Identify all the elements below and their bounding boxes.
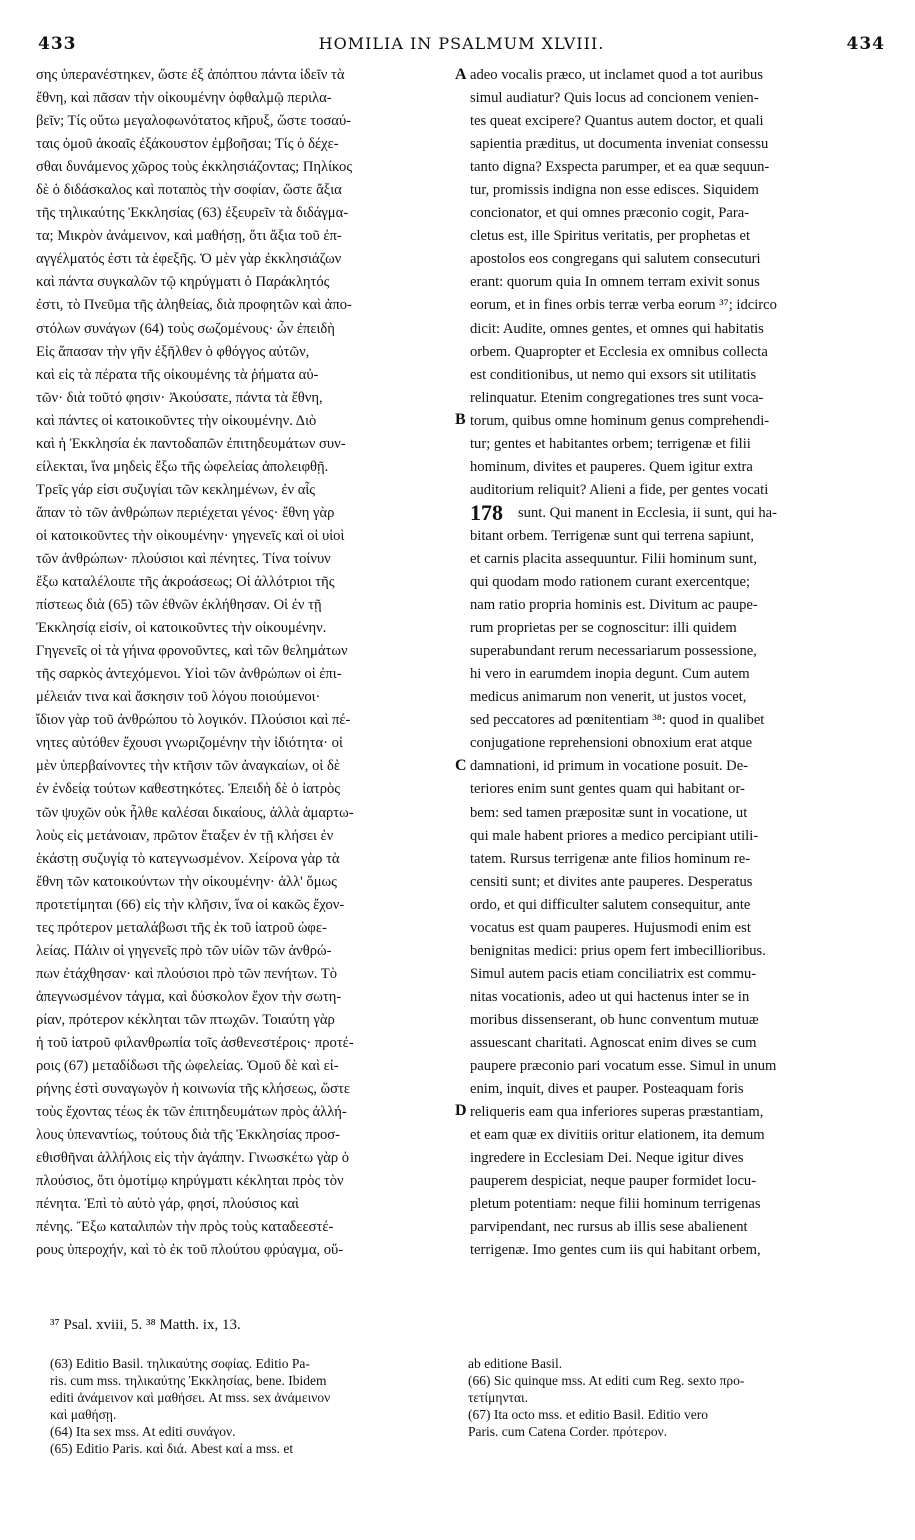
- latin-line: teriores enim sunt gentes quam qui habitant or-: [470, 781, 745, 798]
- latin-line: censiti sunt; et divites ante pauperes. Desperatus: [470, 873, 753, 890]
- latin-line: relinquatur. Etenim congregationes tres sunt voca-: [470, 389, 764, 406]
- greek-line: ἑκάστῃ συζυγίᾳ τὸ κατεγνωσμένον. Χείρονα γὰρ τὰ: [36, 850, 340, 867]
- greek-line: Ἐκκλησίᾳ εἰσίν, οἱ κατοικοῦντες τὴν οἰκουμένην.: [36, 620, 327, 637]
- greek-line: καὶ πάντες οἱ κατοικοῦντες τὴν οἰκουμένην. Διὸ: [36, 412, 317, 429]
- greek-line: πίστεως διὰ (65) τῶν ἐθνῶν ἐκλήθησαν. Οἱ ἐν τῇ: [36, 597, 322, 614]
- greek-line: μὲν ὑπερβαίνοντες τὴν κτῆσιν τῶν ἀναγκαίων, οἱ δὲ: [36, 758, 340, 775]
- greek-line: λοὺς εἰς μετάνοιαν, πρῶτον ἔταξεν ἐν τῇ κλήσει ἐν: [36, 827, 334, 844]
- greek-line: καὶ ἡ Ἐκκλησία ἐκ παντοδαπῶν ἐπιτηδευμάτων συν-: [36, 435, 346, 452]
- greek-line: τες πρότερον μεταλάβωσι τῆς ἐκ τοῦ ἰατροῦ ὠφε-: [36, 919, 327, 936]
- latin-line: sed peccatores ad pœnitentiam ³⁸: quod in qualibet: [470, 712, 765, 729]
- greek-line: νητες αὐτόθεν ἔχουσι γνωριζομένην τὴν ἰδιότητα· οἱ: [36, 735, 343, 752]
- running-title: HOMILIA IN PSALMUM XLVIII.: [318, 34, 605, 53]
- margin-letter-b: B: [455, 411, 466, 428]
- latin-line: ordo, et qui difficulter salutem consequitur, ante: [470, 896, 751, 913]
- latin-line: torum, quibus omne hominum genus comprehendi-: [470, 412, 770, 429]
- latin-line: auditorium reliquit? Alieni a fide, per gentes vocati: [470, 481, 769, 498]
- greek-line: βεῖν; Τίς οὕτω μεγαλοφωνότατος κῆρυξ, ὥστε τοσαύ-: [36, 113, 352, 130]
- greek-line: ροις (67) μεταδίδωσι τῆς ὠφελείας. Ὁμοῦ δὲ καὶ εἰ-: [36, 1058, 339, 1075]
- greek-line: εθισθῆναι ἀλλήλοις εἰς τὴν ἀγάπην. Γινωσκέτω γὰρ ὁ: [36, 1150, 350, 1167]
- latin-line: conjugatione reprehensioni obnoxium erat atque: [470, 735, 753, 752]
- greek-line: Εἰς ἅπασαν τὴν γῆν ἐξῆλθεν ὁ φθόγγος αὐτῶν,: [36, 343, 310, 360]
- footnote-line: Paris. cum Catena Corder. πρότερον.: [468, 1424, 668, 1439]
- latin-line: moribus dissenserant, ob hunc conventum mutuæ: [470, 1011, 759, 1028]
- greek-line: σης ὑπερανέστηκεν, ὥστε ἐξ ἀπόπτου πάντα ἰδεῖν τὰ: [36, 67, 345, 83]
- greek-line: τῶν· διὰ τοῦτό φησιν· Ἀκούσατε, πάντα τὰ ἔθνη,: [36, 389, 323, 406]
- latin-line: terrigenæ. Imo gentes cum iis qui habitant orbem,: [470, 1242, 761, 1259]
- greek-line: ἀπεγνωσμένον τάγμα, καὶ δύσκολον ἔχον τὴν σωτη-: [36, 988, 342, 1005]
- footnote-line: ab editione Basil.: [468, 1356, 563, 1371]
- page-header: [38, 34, 885, 58]
- margin-letter-a: A: [455, 66, 467, 83]
- latin-line: simul audiatur? Quis locus ad concionem venien-: [470, 90, 759, 107]
- latin-line: pletum potentiam: neque filii hominum terrigenas: [470, 1196, 761, 1213]
- greek-line: ἅπαν τὸ τῶν ἀνθρώπων περιέχεται γένος· ἔθνη γὰρ: [36, 504, 335, 521]
- latin-line: sapientia præditus, ut documenta inveniat consessu: [470, 136, 769, 153]
- footnotes-left: [50, 1355, 450, 1457]
- latin-line: ingredere in Ecclesiam Dei. Neque igitur dives: [470, 1150, 744, 1167]
- greek-line: πλούσιος, ὅτι ὁμοτίμῳ κηρύγματι κέκληται πρὸς τὸν: [36, 1173, 344, 1190]
- latin-line: apostolos eos congregans qui salutem consecuturi: [470, 251, 761, 268]
- greek-line: ταις ὁμοῦ ἀκοαῖς ἐξάκουστον ἐμβοῆσαι; Τίς ὁ δέχε-: [36, 136, 339, 153]
- latin-line: tur, promissis indigna non esse edisces. Siquidem: [470, 182, 759, 199]
- latin-line: bem: sed tamen præpositæ sunt in vocatione, ut: [470, 804, 748, 821]
- greek-line: καὶ πάντα συγκαλῶν τῷ κηρύγματι ὁ Παράκλητός: [36, 274, 330, 291]
- latin-line: sunt. Qui manent in Ecclesia, ii sunt, qui ha-: [518, 504, 777, 521]
- greek-line: ρους ὑπεροχήν, καὶ τὸ ἐκ τοῦ πλούτου φρύαγμα, οὕ-: [36, 1242, 344, 1259]
- latin-line: reliqueris eam qua inferiores superas præstantiam,: [470, 1104, 764, 1121]
- latin-line: nam ratio propria hominis est. Divitum ac paupe-: [470, 597, 758, 614]
- latin-line: bitant orbem. Terrigenæ sunt qui terrena sapiunt,: [470, 527, 755, 544]
- greek-line: προτετίμηται (66) εἰς τὴν κλῆσιν, ἵνα οἱ κακῶς ἔχον-: [36, 896, 345, 913]
- latin-line: tanto digna? Exspecta parumper, et ea quæ sequun-: [470, 159, 770, 176]
- latin-line: tes queat excipere? Quantus autem doctor, et quali: [470, 113, 764, 130]
- latin-line: concionator, et qui omnes præconio cogit, Para-: [470, 205, 750, 222]
- greek-line: οἱ κατοικοῦντες τὴν οἰκουμένην· γηγενεῖς καὶ οἱ υἱοὶ: [36, 527, 345, 544]
- footnote-line: (63) Editio Basil. τηλικαύτης σοφίας. Editio Pa-: [50, 1356, 310, 1371]
- latin-line: nitas vocationis, adeo ut qui hactenus inter se in: [470, 988, 750, 1005]
- greek-line: τοὺς ἔχοντας τέως ἐκ τῶν ἐπιτηδευμάτων πρὸς ἀλλή-: [36, 1104, 347, 1121]
- latin-line: assuescant charitati. Agnoscat enim dives se cum: [470, 1034, 757, 1051]
- column-number: 178: [470, 500, 503, 525]
- latin-line: damnationi, id primum in vocatione posuit. De-: [470, 758, 749, 775]
- greek-text-column: [36, 64, 454, 1262]
- greek-line: ἔθνη, καὶ πᾶσαν τὴν οἰκουμένην ὀφθαλμῷ περιλα-: [36, 90, 332, 107]
- greek-line: τῆς τηλικαύτης Ἐκκλησίας (63) ἐξευρεῖν τὰ διδάγμα-: [36, 205, 349, 222]
- latin-line: benignitas medici: prius opem fert imbecillioribus.: [470, 942, 766, 959]
- greek-line: είλεκται, ἵνα μηδεὶς ἔξω τῆς ὠφελείας ἀπολειφθῇ.: [36, 458, 329, 475]
- greek-line: ρήνης ἐστὶ συναγωγὸν ἡ κοινωνία τῆς κλήσεως, ὥστε: [36, 1081, 350, 1098]
- greek-line: δὲ ὁ διδάσκαλος καὶ ποταπὸς τὴν σοφίαν, ὥστε ἄξια: [36, 182, 342, 199]
- latin-line: qui male habent priores a medico percipiant utili-: [470, 827, 759, 844]
- latin-text-column: [470, 64, 888, 1262]
- latin-line: tatem. Rursus terrigenæ ante filios hominum re-: [470, 850, 751, 867]
- greek-line: καὶ εἰς τὰ πέρατα τῆς οἰκουμένης τὰ ῥήματα αὐ-: [36, 366, 319, 383]
- margin-letter-c: C: [455, 757, 467, 774]
- greek-line: τῆς σαρκὸς ἀντεχόμενοι. Υἱοὶ τῶν ἀνθρώπων οἱ ἐπι-: [36, 666, 342, 683]
- scripture-references: ³⁷ Psal. xviii, 5. ³⁸ Matth. ix, 13.: [50, 1317, 241, 1333]
- margin-letter-d: D: [455, 1102, 467, 1119]
- latin-line: orbem. Quapropter et Ecclesia ex omnibus collecta: [470, 343, 768, 360]
- latin-line: pauperem despiciat, neque pauper formidet locu-: [470, 1173, 757, 1190]
- footnotes-right: [468, 1355, 888, 1440]
- latin-line: parvipendant, nec rursus ab illis sese abalienent: [470, 1219, 748, 1236]
- latin-line: et carnis placita assequuntur. Filii hominum sunt,: [470, 550, 757, 567]
- footnote-line: editi ἀνάμεινον καὶ μαθήσει. At mss. sex ἀνάμεινον: [50, 1390, 331, 1405]
- greek-line: τῶν ἀνθρώπων· πλούσιοι καὶ πένητες. Τίνα τοίνυν: [36, 550, 331, 567]
- greek-line: ρίαν, πρότερον κέκληται τῶν πτωχῶν. Τοιαύτη γὰρ: [36, 1011, 335, 1028]
- latin-line: hominum, divites et pauperes. Quem igitur extra: [470, 458, 753, 475]
- greek-line: τα; Μικρὸν ἀνάμεινον, καὶ μαθήσῃ, ὅτι ἄξια τοῦ ἐπ-: [36, 228, 342, 245]
- latin-line: eorum, et in fines orbis terræ verba eorum ³⁷; idcirco: [470, 297, 777, 314]
- latin-line: qui quodam modo rationem curant exercentque;: [470, 574, 751, 591]
- latin-line: enim, inquit, dives et pauper. Posteaquam foris: [470, 1081, 744, 1098]
- latin-line: est conditionibus, ut nemo qui exsors sit utilitatis: [470, 366, 757, 383]
- latin-line: hi vero in earumdem inopia degunt. Cum autem: [470, 666, 750, 683]
- page-number-left: 433: [38, 34, 77, 54]
- greek-line: πένης. Ἔξω καταλιπὼν τὴν πρὸς τοὺς καταδεεστέ-: [36, 1219, 334, 1236]
- latin-line: adeo vocalis præco, ut inclamet quod a tot auribus: [470, 67, 764, 83]
- page-number-right: 434: [846, 34, 885, 54]
- greek-line: ἡ τοῦ ἰατροῦ φιλανθρωπία τοῖς ἀσθενεστέροις· προτέ-: [36, 1034, 354, 1051]
- footnote-line: ris. cum mss. τηλικαύτης Ἐκκλησίας, bene. Ibidem: [50, 1373, 327, 1388]
- latin-line: et eam quæ ex divitiis oritur elationem, ita demum: [470, 1127, 765, 1144]
- greek-line: ἐστι, τὸ Πνεῦμα τῆς ἀληθείας, διὰ προφητῶν καὶ ἀπο-: [36, 297, 352, 314]
- latin-line: tur; gentes et habitantes orbem; terrigenæ et filii: [470, 435, 751, 452]
- footnote-line: καὶ μαθήσῃ.: [50, 1407, 117, 1422]
- greek-line: στόλων συνάγων (64) τοὺς σωζομένους· ὧν ἐπειδὴ: [36, 320, 335, 337]
- greek-line: σθαι δυνάμενος χῶρος τοὺς ἐκκλησιάζοντας; Πηλίκος: [36, 159, 353, 176]
- footnote-line: (67) Ita octo mss. et editio Basil. Editio vero: [468, 1407, 708, 1422]
- footnote-line: (66) Sic quinque mss. At editi cum Reg. sexto προ-: [468, 1373, 745, 1388]
- greek-line: ἴδιον γὰρ τοῦ ἀνθρώπου τὸ λογικόν. Πλούσιοι καὶ πέ-: [36, 712, 351, 729]
- footnote-line: (64) Ita sex mss. At editi συνάγον.: [50, 1424, 236, 1439]
- latin-line: superabundant rerum necessariarum possessione,: [470, 643, 757, 660]
- greek-line: Γηγενεῖς οἱ τὰ γήινα φρονοῦντες, καὶ τῶν θελημάτων: [36, 643, 348, 660]
- greek-line: μέλειάν τινα καὶ ἄσκησιν τοῦ λόγου ποιούμενοι·: [36, 689, 321, 706]
- greek-line: λείας. Πάλιν οἱ γηγενεῖς πρὸ τῶν υἱῶν τῶν ἀνθρώ-: [36, 942, 332, 959]
- greek-line: ἔξω καταλέλοιπε τῆς ἀκροάσεως; Οἱ ἀλλότριοι τῆς: [36, 574, 335, 591]
- footnote-line: τετίμηνται.: [468, 1390, 529, 1405]
- greek-line: αγγέλματός ἐστι τὰ ἐφεξῆς. Ὁ μὲν γὰρ ἐκκλησιάζων: [36, 251, 342, 268]
- latin-line: paupere præconio pari vocatum esse. Simul in unum: [470, 1058, 777, 1075]
- greek-line: πένητα. Ἐπὶ τὸ αὐτὸ γάρ, φησί, πλούσιος καὶ: [36, 1196, 299, 1213]
- latin-line: Simul autem pacis etiam conciliatrix est commu-: [470, 965, 757, 982]
- latin-line: cletus est, ille Spiritus veritatis, per prophetas et: [470, 228, 751, 245]
- latin-line: medicus animarum non venerit, ut justos vocet,: [470, 689, 747, 706]
- footnote-line: (65) Editio Paris. καὶ διά. Abest καί a mss. et: [50, 1441, 294, 1456]
- latin-line: dicit: Audite, omnes gentes, et omnes qui habitatis: [470, 320, 764, 337]
- greek-line: τῶν ψυχῶν οὐκ ἦλθε καλέσαι δικαίους, ἀλλὰ ἁμαρτω-: [36, 804, 354, 821]
- greek-line: ἔθνη τῶν κατοικούντων τὴν οἰκουμένην· ἀλλ' ὅμως: [36, 873, 337, 890]
- latin-line: vocatus est quam pauperes. Hujusmodi enim est: [470, 919, 751, 936]
- latin-line: rum proprietas per se cognoscitur: illi quidem: [470, 620, 737, 637]
- greek-line: πων ἐτάχθησαν· καὶ πλούσιοι πρὸ τῶν πενήτων. Τὸ: [36, 965, 338, 982]
- greek-line: ἐν ἐνδείᾳ τούτων καθεστηκότες. Ἐπειδὴ δὲ ὁ ἰατρὸς: [36, 781, 341, 798]
- latin-line: erant: quorum quia In omnem terram exivit sonus: [470, 274, 760, 291]
- greek-line: λους ὑπεναντίως, τούτους διὰ τῆς Ἐκκλησίας προσ-: [36, 1127, 341, 1144]
- greek-line: Τρεῖς γάρ εἰσι συζυγίαι τῶν κεκλημένων, ἐν αἷς: [36, 481, 316, 498]
